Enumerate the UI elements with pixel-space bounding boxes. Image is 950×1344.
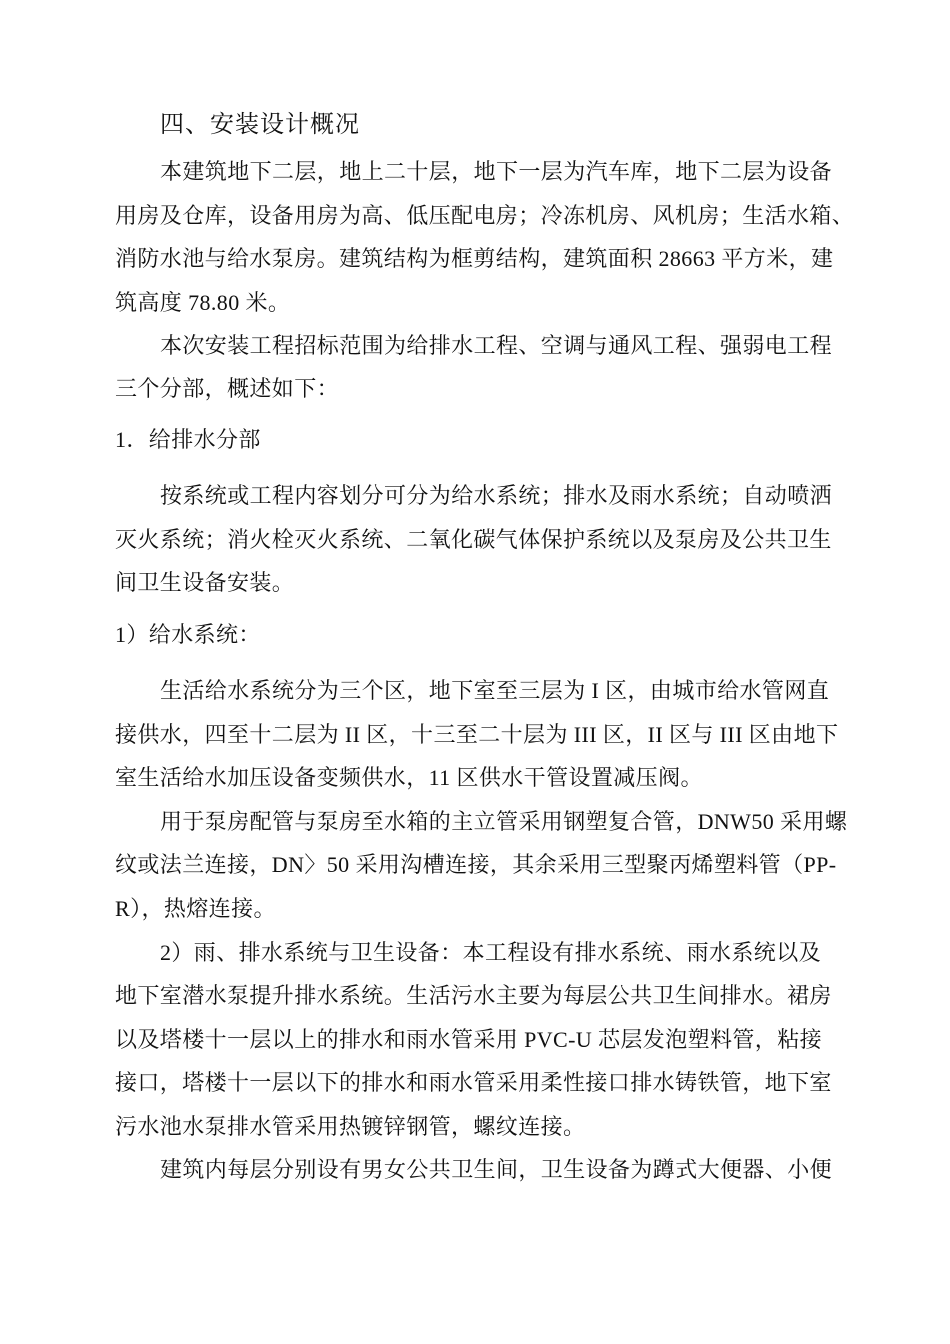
paragraph-line: 接供水，四至十二层为 II 区，十三至二十层为 III 区，II 区与 III 区由地下 <box>115 722 839 747</box>
subsection-heading: 1．给排水分部 <box>115 427 261 452</box>
paragraph-line: 建筑内每层分别设有男女公共卫生间，卫生设备为蹲式大便器、小便 <box>160 1157 833 1182</box>
paragraph-line: 接口，塔楼十一层以下的排水和雨水管采用柔性接口排水铸铁管，地下室 <box>115 1070 832 1095</box>
paragraph-line: 污水池水泵排水管采用热镀锌钢管，螺纹连接。 <box>115 1114 586 1139</box>
paragraph-line: 按系统或工程内容划分可分为给水系统；排水及雨水系统；自动喷洒 <box>160 483 833 508</box>
paragraph-line: 灭火系统；消火栓灭火系统、二氧化碳气体保护系统以及泵房及公共卫生 <box>115 527 832 552</box>
paragraph-line: 地下室潜水泵提升排水系统。生活污水主要为每层公共卫生间排水。裙房 <box>115 983 832 1008</box>
paragraph-line: 消防水池与给水泵房。建筑结构为框剪结构，建筑面积 28663 平方米，建 <box>115 246 834 271</box>
paragraph-line: 生活给水系统分为三个区，地下室至三层为 I 区，由城市给水管网直 <box>160 678 830 703</box>
paragraph-line: 纹或法兰连接，DN〉50 采用沟槽连接，其余采用三型聚丙烯塑料管（PP- <box>115 852 837 877</box>
paragraph-line: 本建筑地下二层，地上二十层，地下一层为汽车库，地下二层为设备 <box>160 159 833 184</box>
paragraph-line: 本次安装工程招标范围为给排水工程、空调与通风工程、强弱电工程 <box>160 333 833 358</box>
subsection-heading: 1）给水系统： <box>115 622 261 647</box>
paragraph-line: 三个分部，概述如下： <box>115 376 340 401</box>
paragraph-line: 用于泵房配管与泵房至水箱的主立管采用钢塑复合管，DNW50 采用螺 <box>160 809 848 834</box>
paragraph-line: 室生活给水加压设备变频供水，11 区供水干管设置减压阀。 <box>115 765 703 790</box>
paragraph-line: 用房及仓库，设备用房为高、低压配电房；冷冻机房、风机房；生活水箱、 <box>115 203 855 228</box>
section-heading: 四、安装设计概况 <box>160 112 360 138</box>
paragraph-line: 间卫生设备安装。 <box>115 570 295 595</box>
paragraph-line: R），热熔连接。 <box>115 896 276 921</box>
paragraph-line: 以及塔楼十一层以上的排水和雨水管采用 PVC-U 芯层发泡塑料管，粘接 <box>115 1027 823 1052</box>
paragraph-line: 2）雨、排水系统与卫生设备：本工程设有排水系统、雨水系统以及 <box>160 940 822 965</box>
paragraph-line: 筑高度 78.80 米。 <box>115 290 291 315</box>
